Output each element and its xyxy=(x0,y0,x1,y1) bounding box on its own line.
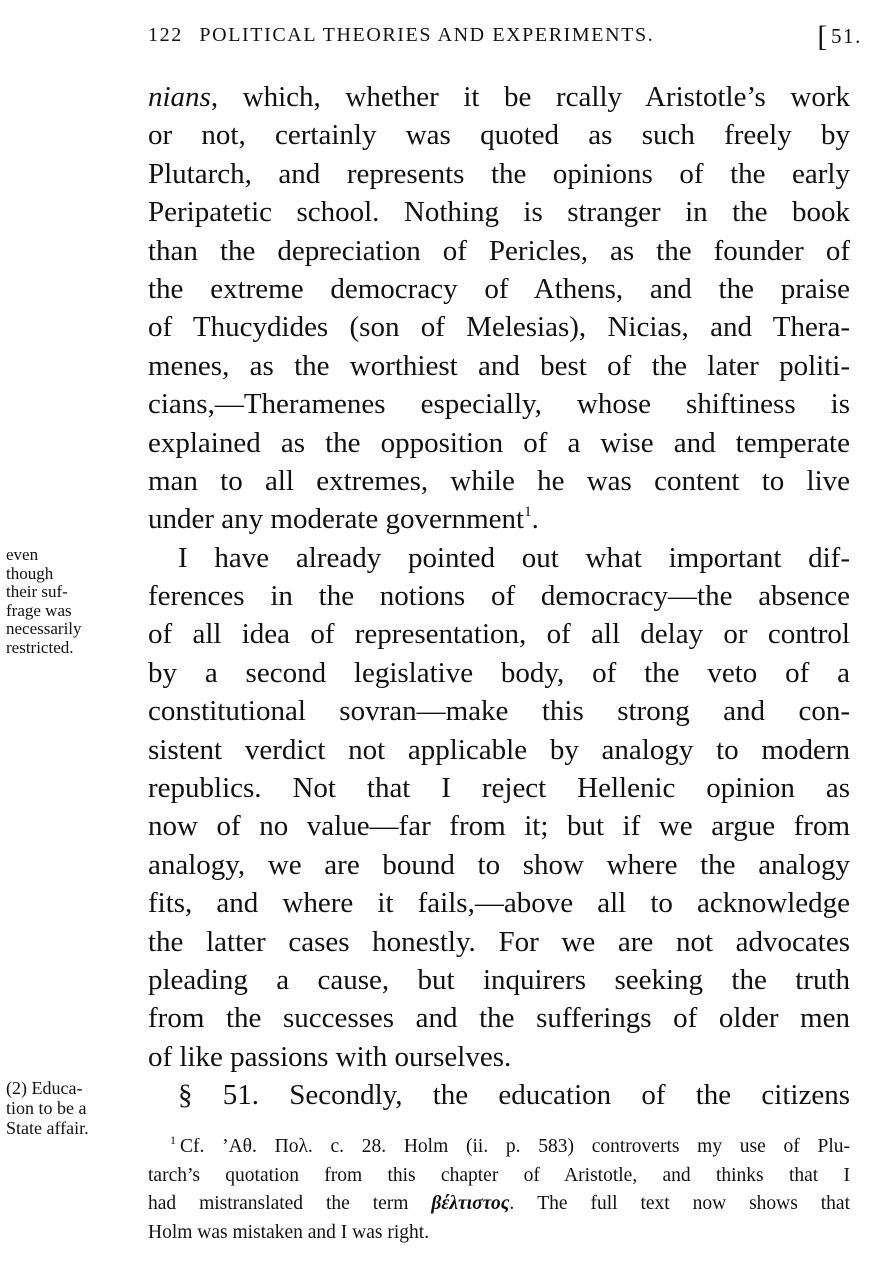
body-line: sistent verdict not applicable by analogy to modern xyxy=(148,733,850,766)
bracket-glyph: [ xyxy=(817,20,829,53)
section-heading-line: § 51. Secondly, the education of the citizens xyxy=(178,1079,850,1112)
body-line: or not, certainly was quoted as such freely by xyxy=(148,119,850,152)
footnote-line: tarch’s quotation from this chapter of Aristotle, and thinks that I xyxy=(148,1164,850,1186)
margin-note-education: (2) Educa- tion to be a State affair. xyxy=(6,1078,89,1138)
body-line: republics. Not that I reject Hellenic opinion as xyxy=(148,772,850,805)
margin-note-suffrage: even though their suf- frage was necessarily restricted. xyxy=(6,545,82,657)
body-line: of like passions with ourselves. xyxy=(148,1040,512,1073)
body-line: man to all extremes, while he was content to live xyxy=(148,464,850,497)
body-line: Peripatetic school. Nothing is stranger in the book xyxy=(148,196,850,229)
footnote-line: $^1$ Cf. ’Αθ. Πολ. c. 28. Holm (ii. p. 583) controverts my use of Plu- xyxy=(170,1133,850,1157)
body-line: now of no value—far from it; but if we argue from xyxy=(148,810,850,843)
body-line: cians,—Theramenes especially, whose shiftiness is xyxy=(148,388,850,421)
body-line: analogy, we are bound to show where the analogy xyxy=(148,848,850,881)
body-line: from the successes and the sufferings of older men xyxy=(148,1002,850,1035)
body-line: fits, and where it fails,—above all to acknowledge xyxy=(148,887,850,920)
body-line: nians, which, whether it be rcally Aristotle’s work xyxy=(148,81,850,113)
body-text xyxy=(148,78,850,1115)
body-line: Plutarch, and represents the opinions of the early xyxy=(148,157,850,190)
footnote xyxy=(148,1133,850,1247)
body-line: under any moderate government$^1$. xyxy=(148,503,539,536)
section-reference xyxy=(817,20,862,54)
running-title: POLITICAL THEORIES AND EXPERIMENTS. xyxy=(199,24,655,46)
section-number: 51. xyxy=(830,24,862,48)
page-number: 122 xyxy=(148,24,183,46)
footnote-marker: 1 xyxy=(170,1133,176,1147)
footnote-line: Holm was mistaken and I was right. xyxy=(148,1221,430,1243)
body-line: of Thucydides (son of Melesias), Nicias, and Thera- xyxy=(148,311,850,344)
greek-term: βέλτιστος xyxy=(431,1193,510,1214)
body-line: pleading a cause, but inquirers seeking the truth xyxy=(148,963,850,996)
footnote-line: had mistranslated the term βέλτιστος. The full text now shows that xyxy=(148,1193,851,1214)
body-line: explained as the opposition of a wise and temperate xyxy=(148,426,850,459)
body-line: the latter cases honestly. For we are not advocates xyxy=(148,925,850,958)
body-line: the extreme democracy of Athens, and the praise xyxy=(148,272,850,305)
body-line: of all idea of representation, of all delay or control xyxy=(148,618,850,651)
body-line: ferences in the notions of democracy—the absence xyxy=(148,580,850,613)
body-line: constitutional sovran—make this strong and con- xyxy=(148,695,850,728)
running-header xyxy=(148,20,862,60)
footnote-reference[interactable]: 1 xyxy=(524,504,532,521)
paragraph-start-line: I have already pointed out what important dif- xyxy=(178,541,850,574)
body-line: menes, as the worthiest and best of the later politi- xyxy=(148,349,850,382)
body-line: by a second legislative body, of the veto of a xyxy=(148,656,850,689)
body-line: than the depreciation of Pericles, as the founder of xyxy=(148,234,850,267)
italic-word: nians xyxy=(148,81,211,113)
